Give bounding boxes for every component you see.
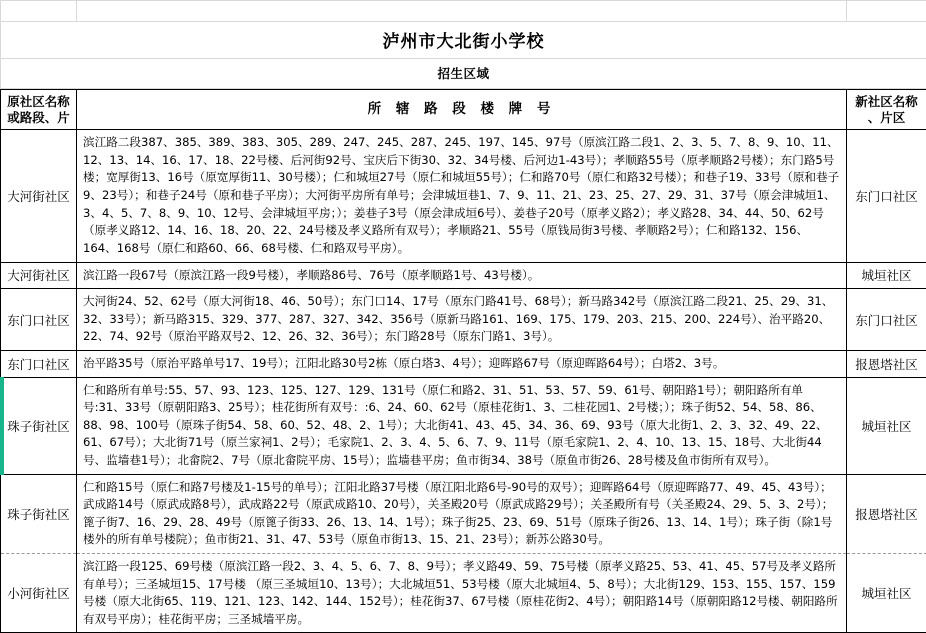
enrollment-zone-table bbox=[0, 89, 926, 633]
cell-street-list[interactable]: 滨江路二段387、385、389、383、305、289、247、245、287、245、197、145、97号（原滨江路二段1、2、3、5、7、8、9、10、11、12、13、14、16、17、18、22号楼、后河街92号、宝庆后下街30、32、34号楼、后河边1-43号）；孝顺路55号（原孝顺路2号楼）；东门路5号楼；宽厚街13、16号（原宽厚街11、30号楼）；仁和城垣27号（原仁和城垣55号）；仁和路70号（原仁和路32号楼）；和巷子19、33号（原和巷子9、23号）；和巷子24号（原和巷子平房）；大河街平房所有单号；会津城垣巷1、7、9、11、21、23、25、27、29、31、37号（原会津城垣1、3、4、5、7、8、9、10、12号、会津城垣平房；）；姜巷子3号（原会津成垣6号）、姜巷子20号（原孝义路2）；孝义路28、34、44、50、62号（原孝义路12、14、16、18、20、22、24号楼及孝义路所有双号）；孝顺路21、55号（原钱局街3号楼、孝顺路2号）；仁和路132、156、164、168号（原仁和路60、66、68号楼、仁和路双号平房）。 bbox=[77, 130, 847, 262]
column-header-new-community bbox=[847, 90, 926, 130]
table-header-row bbox=[1, 90, 926, 130]
column-header-original-community bbox=[1, 90, 77, 130]
cell-original-community[interactable]: 小河街社区 bbox=[1, 554, 77, 633]
cell-new-community[interactable]: 报恩塔社区 bbox=[847, 474, 926, 553]
cell-new-community[interactable]: 城垣社区 bbox=[847, 554, 926, 633]
column-header-streets: 所 辖 路 段 楼 牌 号 bbox=[77, 90, 847, 130]
cell-street-list[interactable]: 仁和路15号（原仁和路7号楼及1-15号的单号）；江阳北路37号楼（原江阳北路6号-90号的双号）；迎晖路64号（原迎晖路77、49、45、43号）；武成路14号（原武成路8号），武成路22号（原武成路10、20号），关圣殿20号（原武成路29号）；关圣殿所有号（关圣殿24、29、5、3、2号）；篦子街7、16、29、28、49号（原篦子街33、26、13、14、1号）；珠子街25、23、69、51号（原珠子街26、13、14、1号）；珠子街（除1号楼外的所有单号楼院）；鱼市街21、31、47、53号（原鱼市街13、15、21、23号）；新苏公路30号。 bbox=[77, 474, 847, 553]
cell-new-community[interactable]: 东门口社区 bbox=[847, 130, 926, 262]
blank-cell bbox=[847, 1, 926, 22]
cell-street-list[interactable]: 大河街24、52、62号（原大河街18、46、50号）；东门口14、17号（原东门路41号、68号）；新马路342号（原滨江路二段21、25、29、31、32、33号）；新马路315、329、377、287、327、342、356号（原新马路161、169、175、179、203、215、200、224号）、治平路20、22、74、92号（原治平路双号2、12、26、32、36号）；东门路28号（原东门路1、3号）。 bbox=[77, 289, 847, 351]
cell-original-community[interactable]: 大河街社区 bbox=[1, 262, 77, 289]
page-subtitle: 招生区域 bbox=[1, 59, 926, 89]
blank-cell bbox=[77, 1, 847, 22]
cell-original-community[interactable]: 东门口社区 bbox=[1, 350, 77, 377]
table-row[interactable] bbox=[1, 289, 926, 351]
table-row[interactable] bbox=[1, 377, 926, 474]
cell-original-community[interactable]: 珠子街社区 bbox=[1, 474, 77, 553]
cell-new-community[interactable]: 报恩塔社区 bbox=[847, 350, 926, 377]
cell-new-community[interactable]: 城垣社区 bbox=[847, 377, 926, 474]
header-line-2: 、片区 bbox=[868, 110, 906, 125]
cell-original-community[interactable]: 珠子街社区 bbox=[1, 377, 77, 474]
table-row[interactable] bbox=[1, 130, 926, 262]
page-title: 泸州市大北街小学校 bbox=[1, 22, 926, 59]
blank-cell bbox=[1, 1, 77, 22]
blank-spreadsheet-row bbox=[1, 1, 926, 22]
table-body bbox=[1, 130, 926, 633]
title-row bbox=[1, 22, 926, 59]
cell-new-community[interactable]: 东门口社区 bbox=[847, 289, 926, 351]
document-header-table bbox=[0, 0, 926, 89]
table-row[interactable] bbox=[1, 350, 926, 377]
cell-original-community[interactable]: 大河街社区 bbox=[1, 130, 77, 262]
cell-street-list[interactable]: 治平路35号（原治平路单号17、19号）；江阳北路30号2栋（原白塔3、4号）；迎晖路67号（原迎晖路64号）；白塔2、3号。 bbox=[77, 350, 847, 377]
table-row[interactable] bbox=[1, 554, 926, 633]
cell-original-community[interactable]: 东门口社区 bbox=[1, 289, 77, 351]
table-row[interactable] bbox=[1, 474, 926, 553]
subtitle-row bbox=[1, 59, 926, 89]
header-line-1: 原社区名称 bbox=[7, 94, 70, 109]
header-line-2: 或路段、片 bbox=[7, 110, 70, 125]
cell-street-list[interactable]: 仁和路所有单号:55、57、93、123、125、127、129、131号（原仁和路2、31、51、53、57、59、61号、朝阳路1号）；朝阳路所有单号:31、33号（原朝阳路3、25号）；桂花街所有双号：:6、24、60、62号（原桂花街1、3、二桂花园1、2号楼；）；珠子街52、54、58、86、88、98、100号（原珠子街54、58、60、52、48、2、1号）；大北街41、43、45、34、36、69、93号（原大北街1、2、3、32、49、22、61、67号）；大北街71号（原兰家祠1、2号）；毛家院1、2、3、4、5、6、7、9、11号（原毛家院1、2、4、10、13、15、18号、大北街44号、监墙巷1号）；北畲院2、7号（原北畲院平房、15号）；监墙巷平房；鱼市街34、38号（原鱼市街26、28号楼及鱼市街所有双号）。 bbox=[77, 377, 847, 474]
table-row[interactable] bbox=[1, 262, 926, 289]
cell-street-list[interactable]: 滨江路一段125、69号楼（原滨江路一段2、3、4、5、6、7、8、9号）；孝义路49、59、75号楼（原孝义路25、53、41、45、57号及孝义路所有单号）；三圣城垣15、17号楼 （原三圣城垣10、13号）；大北城垣51、53号楼（原大北城垣4、5、8号）；大北街129、153、155、157、159号楼（原大北街65、119、121、123、142、144、152号）；桂花街37、67号楼（原桂花街2、4号）；朝阳路14号（原朝阳路12号楼、朝阳路所有双号平房）；桂花街平房；三圣城墙平房。 bbox=[77, 554, 847, 633]
cell-new-community[interactable]: 城垣社区 bbox=[847, 262, 926, 289]
cell-street-list[interactable]: 滨江路一段67号（原滨江路一段9号楼），孝顺路86号、76号（原孝顺路1号、43号楼）。 bbox=[77, 262, 847, 289]
header-line-1: 新社区名称 bbox=[855, 94, 918, 109]
